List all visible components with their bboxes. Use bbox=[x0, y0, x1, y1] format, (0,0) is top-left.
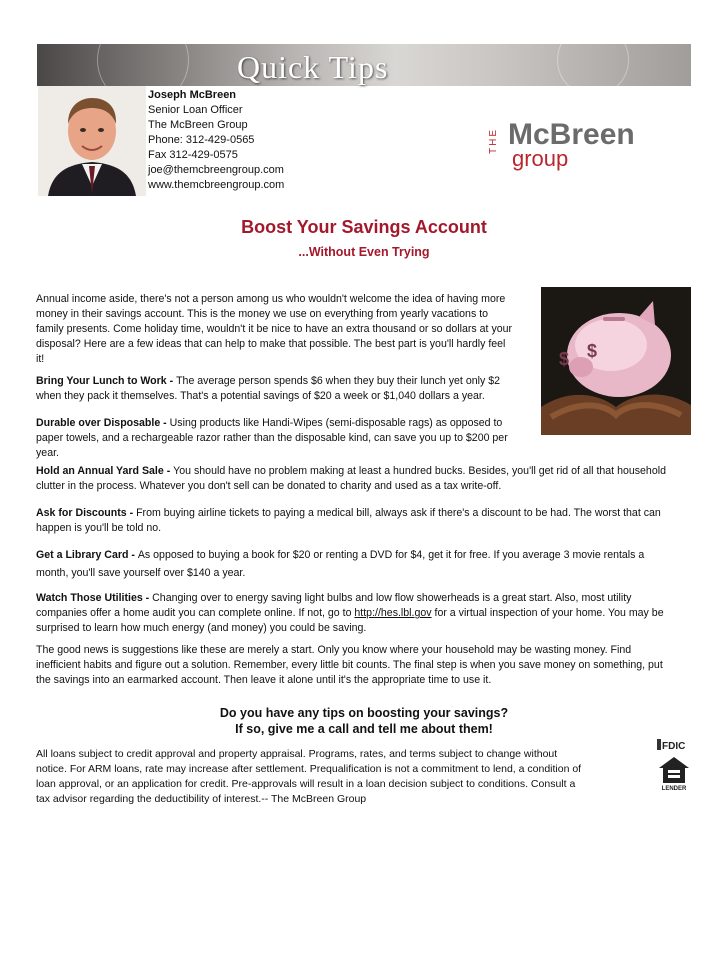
text-line: it! bbox=[36, 353, 45, 365]
contact-phone: Phone: 312-429-0565 bbox=[148, 134, 255, 146]
text-line: the savings into an earmarked account. Then leave it alone until it's the appropriate time to use it. bbox=[36, 674, 492, 686]
text-line: From buying airline tickets to paying a medical bill, always ask if there's a discount to be had. The worst that can bbox=[136, 507, 661, 519]
disclaimer bbox=[36, 747, 616, 807]
text-line: You should have no problem making at least a hundred bucks. Besides, you'll get rid of all that household bbox=[173, 465, 666, 477]
fdic-text: FDIC bbox=[662, 741, 686, 752]
mcbreen-logo bbox=[488, 116, 670, 171]
tip-label: Bring Your Lunch to Work - bbox=[36, 375, 177, 387]
text-line: Annual income aside, there's not a person among us who wouldn't welcome the idea of having more bbox=[36, 293, 506, 305]
article-subtitle: ...Without Even Trying bbox=[298, 245, 430, 259]
clock-decoration bbox=[557, 24, 629, 96]
tip-label: Watch Those Utilities - bbox=[36, 592, 153, 604]
piggy-bank-image bbox=[541, 287, 691, 435]
tip-yard-sale bbox=[36, 464, 696, 494]
tip-library bbox=[36, 546, 696, 582]
tip-label: Get a Library Card - bbox=[36, 549, 138, 561]
text-line: disposal? Here are a few ideas that can help to make that possible. The best part is you'll hardly feel bbox=[36, 338, 506, 350]
agent-photo bbox=[38, 86, 146, 196]
tip-discounts bbox=[36, 506, 696, 536]
logo-the-text: THE bbox=[488, 128, 499, 154]
contact-block bbox=[148, 88, 284, 193]
text-line: year. bbox=[36, 447, 59, 459]
text-line: loan approval, or an application for credit. Pre-approvals will result in a loan decision subject to conditions. Consult a bbox=[36, 778, 576, 790]
fdic-badge bbox=[657, 738, 691, 751]
text-line: tax advisor regarding the deductibility of interest.-- The McBreen Group bbox=[36, 793, 367, 805]
equal-housing-lender-icon bbox=[657, 755, 691, 791]
text-line: The average person spends $6 when they buy their lunch yet only $2 bbox=[176, 375, 500, 387]
text-line: paper towels, and a rechargeable razor rather than the disposable kind, can save you up to $200 per bbox=[36, 432, 508, 444]
closing-paragraph bbox=[36, 643, 706, 688]
text-line: happen is you'll be told no. bbox=[36, 522, 162, 534]
text-line: for a virtual inspection of your home. You may be bbox=[431, 607, 664, 619]
contact-website[interactable]: www.themcbreengroup.com bbox=[148, 179, 285, 191]
text-line: clutter in the process. Whatever you don't sell can be donated to charity and used as a tax write-off. bbox=[36, 480, 502, 492]
contact-title: Senior Loan Officer bbox=[148, 104, 243, 116]
svg-text:$: $ bbox=[587, 341, 598, 361]
contact-fax: Fax 312-429-0575 bbox=[148, 149, 238, 161]
contact-name: Joseph McBreen bbox=[148, 89, 237, 101]
text-line: money in their savings account. This is the money we use on everything from yearly vacations to bbox=[36, 308, 489, 320]
article-title: Boost Your Savings Account bbox=[241, 217, 487, 237]
cta-line-1: Do you have any tips on boosting your savings? bbox=[219, 706, 509, 720]
intro-paragraph bbox=[36, 292, 536, 367]
energy-audit-link[interactable]: http://hes.lbl.gov bbox=[354, 607, 432, 619]
text-line: family presents. Come holiday time, wouldn't it be nice to have an extra thousand or so dollars at your bbox=[36, 323, 513, 335]
tip-lunch bbox=[36, 374, 536, 404]
tip-label: Durable over Disposable - bbox=[36, 417, 170, 429]
lender-text: LENDER bbox=[661, 786, 687, 792]
tip-utilities bbox=[36, 591, 696, 636]
text-line: As opposed to buying a book for $20 or renting a DVD for $4, get it for free. If you average 3 movie rentals a bbox=[137, 549, 645, 561]
text-line: companies offer a home audit you can complete online. If not, go to bbox=[36, 607, 355, 619]
cta-line-2: If so, give me a call and tell me about them! bbox=[235, 722, 493, 736]
tip-durable bbox=[36, 416, 536, 461]
contact-email[interactable]: joe@themcbreengroup.com bbox=[148, 164, 284, 176]
banner-title: Quick Tips bbox=[237, 49, 389, 85]
text-line: Changing over to energy saving light bulbs and low flow showerheads is a great start. Also, most utility bbox=[152, 592, 632, 604]
svg-text:$: $ bbox=[559, 349, 570, 369]
text-line: when they pack it themselves. That's a potential savings of $20 a week or $1,040 dollars a year. bbox=[36, 390, 485, 402]
contact-company: The McBreen Group bbox=[148, 119, 248, 131]
text-line: The good news is suggestions like these are merely a start. Only you know where your household may be wasting money. Find bbox=[36, 644, 632, 656]
logo-group-text: group bbox=[512, 146, 569, 171]
logo-name-text: McBreen bbox=[508, 118, 635, 151]
text-line: notice. For ARM loans, rate may increase after settlement. Prequalification is not a commitment to lend, a condition of bbox=[36, 763, 582, 775]
text-line: inefficient habits and figure out a solution. Remember, every little bit counts. The final step is when you save money on something, put bbox=[36, 659, 663, 671]
tip-label: Hold an Annual Yard Sale - bbox=[36, 465, 174, 477]
quick-tips-banner bbox=[37, 44, 691, 86]
text-line: Using products like Handi-Wipes (semi-disposable rags) as opposed to bbox=[169, 417, 503, 429]
text-line: month, you'll save yourself over $140 a year. bbox=[36, 567, 246, 579]
tip-label: Ask for Discounts - bbox=[36, 507, 137, 519]
text-line: surprised to learn how much energy (and money) you could be saving. bbox=[36, 622, 367, 634]
text-line: All loans subject to credit approval and property appraisal. Programs, rates, and terms subject to change without bbox=[36, 748, 558, 760]
